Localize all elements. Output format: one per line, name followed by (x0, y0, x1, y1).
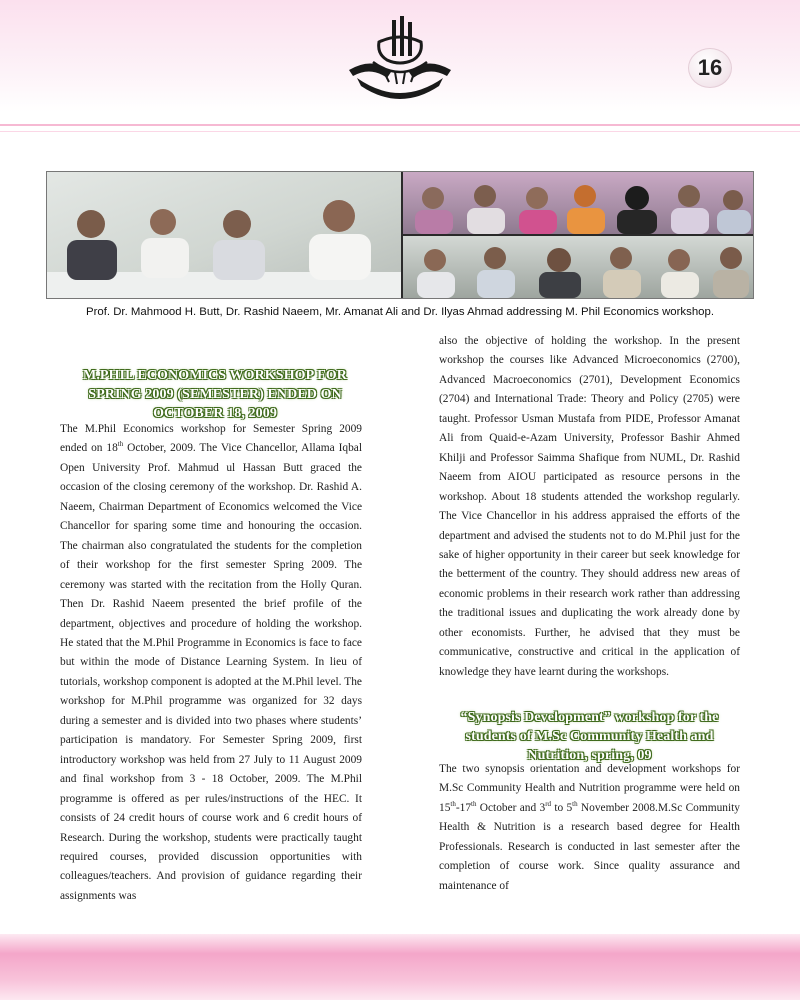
heading-line: students of M.Sc Community Health and (465, 729, 714, 744)
photo-panel-students-women (403, 172, 753, 234)
students-women-silhouettes (403, 172, 753, 234)
article-body-right (439, 332, 740, 682)
body-paragraph: The two synopsis orientation and development workshops for M.Sc Community Health and Nutrition programme were held on 15th-17th October and 3rd to 5th November 2008.M.Sc Community Health & Nutrition is a research based degree for Health Professionals. Research is conducted in last semester after the completion of course work. Since quality assurance and maintenance of (439, 763, 740, 892)
page-number: 16 (688, 48, 732, 88)
article-body-synopsis (439, 760, 740, 896)
header-divider (0, 124, 800, 126)
photo-panel-students-men (403, 236, 753, 298)
heading-line: Nutrition, spring, 09 (527, 748, 652, 763)
photo-panel-speakers (47, 172, 401, 298)
heading-line: M.PHIL ECONOMICS WORKSHOP FOR (83, 368, 347, 383)
header-divider-thin (0, 131, 800, 132)
photo-caption: Prof. Dr. Mahmood H. Butt, Dr. Rashid Naeem, Mr. Amanat Ali and Dr. Ilyas Ahmad addressing M. Phil Economics workshop. (85, 306, 714, 318)
article-heading-synopsis (439, 708, 740, 765)
article-heading-mphil (40, 366, 390, 423)
article-body-left (60, 420, 362, 906)
heading-line: “Synopsis Development” workshop for the (460, 710, 719, 725)
heading-line: OCTOBER 18, 2009 (153, 406, 277, 421)
footer-band (0, 934, 800, 1000)
students-men-silhouettes (403, 236, 753, 298)
body-paragraph: also the objective of holding the workshop. In the present workshop the courses like Advanced Microeconomics (2700), Advanced Macroeconomics (2701), Development Economics (2704) and International Trade: Theory and Policy (2705) were taught. Professor Usman Mustafa from PIDE, Professor Amanat Ali from Quaid-e-Azam University, Professor Bashir Ahmed Khilji and Professor Saimma Shafique from NUML, Dr. Rashid Naeem from AIOU participated as resource persons in the workshop. About 18 students attended the workshop regularly. The Vice Chancellor in his address appraised the efforts of the department and advised the students not to do M.Phil just for the sake of higher opportunity in their career but seek knowledge for the betterment of the country. They should address new areas of economic problems in their research work rather than addressing the traditional issues and duplicating the work already done by other economists. Further, he advised that they must be communicative, constructive and critical in the application of knowledge they have learnt during the workshops. (439, 335, 740, 678)
university-logo (343, 12, 457, 108)
workshop-photo (46, 171, 754, 299)
heading-line: SPRING 2009 (SEMESTER) ENDED ON (88, 387, 342, 402)
speakers-silhouettes (47, 172, 401, 298)
body-paragraph: The M.Phil Economics workshop for Semester Spring 2009 ended on 18th October, 2009. The Vice Chancellor, Allama Iqbal Open University Prof. Mahmud ul Hassan Butt graced the occasion of the closing ceremony of the workshop. Dr. Rashid A. Naeem, Chairman Department of Economics welcomed the Vice Chancellor for sparing some time and honouring the occasion. The chairman also congratulated the students for the completion of their workshop for the first semester Spring 2009. The ceremony was started with the recitation from the Holly Quran. Then Dr. Rashid Naeem presented the brief profile of the department, objectives and procedure of holding the workshop. He stated that the M.Phil Programme in Economics is face to face but within the mode of Distance Learning System. In lieu of tutorials, workshop component is adopted at the M.Phil level. The workshop for M.Phil programme was organized for 32 days during a semester and is divided into two phases where students’ participation is mandatory. For Semester Spring 2009, first introductory workshop was held from 27 July to 11 August 2009 and final workshop from 3 - 18 October, 2009. The M.Phil programme is offered as per rules/instructions of the HEC. It consists of 24 credit hours of course work and 6 credit hours of Research. During the workshop, students were practically taught required courses, provided discussion opportunities with colleagues/teachers. And provision of guidance regarding their assignments was (60, 423, 362, 902)
